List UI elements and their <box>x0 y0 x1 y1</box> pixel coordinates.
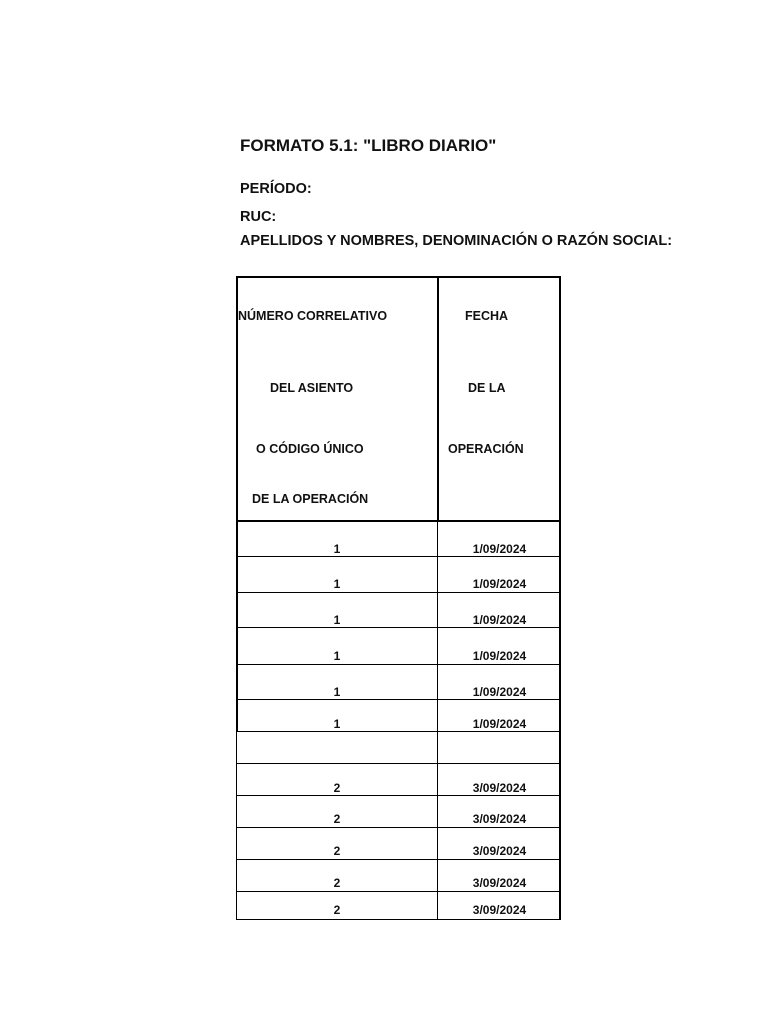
ruc-label: RUC: <box>240 209 277 225</box>
period-label: PERÍODO: <box>240 181 312 197</box>
col1-header-line-1: NÚMERO CORRELATIVO <box>238 309 388 323</box>
table-header <box>236 276 561 522</box>
row-number-cell: 2 <box>333 812 341 826</box>
row-number-cell: 2 <box>333 903 341 917</box>
row-date-cell: 1/09/2024 <box>472 685 527 699</box>
row-number-cell: 2 <box>333 781 341 795</box>
table-row <box>236 828 561 860</box>
row-number-cell: 1 <box>333 613 341 627</box>
left-border-thin <box>236 732 237 920</box>
row-date-cell: 3/09/2024 <box>472 812 527 826</box>
col2-header-line-2: DE LA <box>468 381 506 395</box>
table-row <box>236 628 561 665</box>
row-date-cell: 1/09/2024 <box>472 649 527 663</box>
header-divider <box>437 276 439 522</box>
table-row <box>236 522 561 557</box>
document-title: FORMATO 5.1: "LIBRO DIARIO" <box>240 136 497 155</box>
row-number-cell: 1 <box>333 577 341 591</box>
table-row <box>236 593 561 628</box>
row-number-cell: 1 <box>333 685 341 699</box>
row-date-cell: 3/09/2024 <box>472 844 527 858</box>
table-row <box>236 892 561 920</box>
name-label-clip <box>240 233 673 255</box>
name-label: APELLIDOS Y NOMBRES, DENOMINACIÓN O RAZÓN SOCIAL: <box>240 233 673 249</box>
left-border-thick <box>236 522 238 732</box>
table-row <box>236 557 561 593</box>
row-number-cell: 1 <box>333 717 341 731</box>
col2-header-line-3: OPERACIÓN <box>448 442 524 456</box>
row-number-cell: 2 <box>333 876 341 890</box>
table-row <box>236 665 561 700</box>
row-date-cell: 3/09/2024 <box>472 903 527 917</box>
table-row <box>236 764 561 796</box>
row-number-cell: 1 <box>333 649 341 663</box>
row-date-cell: 1/09/2024 <box>472 717 527 731</box>
table-row <box>236 860 561 892</box>
table-row <box>236 700 561 732</box>
right-border <box>559 522 561 920</box>
col1-header-line-2: DEL ASIENTO <box>270 381 354 395</box>
col1-header-line-3: O CÓDIGO ÚNICO <box>256 442 364 456</box>
row-number-cell: 2 <box>333 844 341 858</box>
row-number-cell: 1 <box>333 542 341 556</box>
row-date-cell: 3/09/2024 <box>472 876 527 890</box>
row-date-cell: 1/09/2024 <box>472 577 527 591</box>
table-row <box>236 796 561 828</box>
table-row <box>236 732 561 764</box>
col2-header-line-1: FECHA <box>465 309 509 323</box>
row-date-cell: 3/09/2024 <box>472 781 527 795</box>
col1-header-line-4: DE LA OPERACIÓN <box>252 492 369 506</box>
column-divider <box>437 522 438 920</box>
row-date-cell: 1/09/2024 <box>472 613 527 627</box>
row-date-cell: 1/09/2024 <box>472 542 527 556</box>
